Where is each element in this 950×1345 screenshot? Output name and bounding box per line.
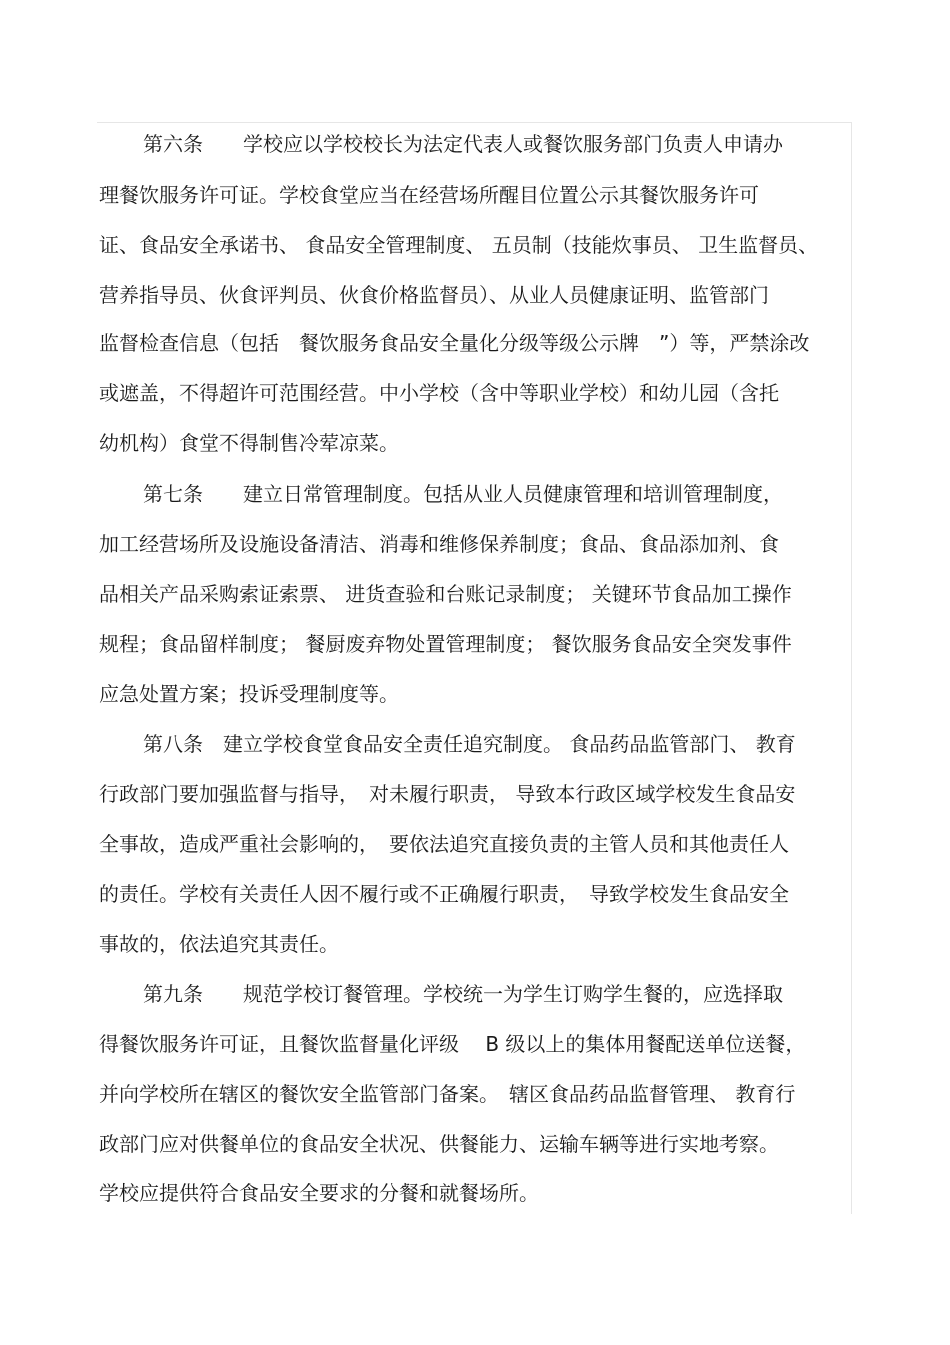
article-7-line-3: 品相关产品采购索证索票、 进货查验和台账记录制度； 关键环节食品加工操作 [99,582,792,606]
article-7-line-5: 应急处置方案；投诉受理制度等。 [99,682,399,706]
article-8-line-3: 全事故，造成严重社会影响的， 要依法追究直接负责的主管人员和其他责任人 [99,832,789,856]
page-frame-right-border [851,122,852,1214]
article-6-line-4: 营养指导员、伙食评判员、伙食价格监督员）、从业人员健康证明、监管部门 [99,283,769,307]
article-7-line-2: 加工经营场所及设施设备清洁、消毒和维修保养制度；食品、食品添加剂、食 [99,532,779,556]
article-8-line-1: 第八条 建立学校食堂食品安全责任追究制度。 食品药品监管部门、 教育 [143,732,796,756]
article-6-line-7: 幼机构）食堂不得制售冷荤凉菜。 [99,431,399,455]
article-6-line-5: 监督检查信息（包括 餐饮服务食品安全量化分级等级公示牌 ”）等，严禁涂改 [99,331,810,355]
article-9-line-4: 政部门应对供餐单位的食品安全状况、供餐能力、运输车辆等进行实地考察。 [99,1132,779,1156]
article-9-line-2: 得餐饮服务许可证，且餐饮监督量化评级 B 级以上的集体用餐配送单位送餐， [99,1032,806,1056]
article-8-line-5: 事故的，依法追究其责任。 [99,932,339,956]
page-frame-top-border [97,122,851,123]
article-9-line-5: 学校应提供符合食品安全要求的分餐和就餐场所。 [99,1181,539,1205]
article-7-line-4: 规程；食品留样制度； 餐厨废弃物处置管理制度； 餐饮服务食品安全突发事件 [99,632,792,656]
article-8-line-2: 行政部门要加强监督与指导， 对未履行职责， 导致本行政区域学校发生食品安 [99,782,796,806]
article-8-line-4: 的责任。学校有关责任人因不履行或不正确履行职责， 导致学校发生食品安全 [99,882,789,906]
article-6-line-1: 第六条 学校应以学校校长为法定代表人或餐饮服务部门负责人申请办 [143,132,783,156]
article-6-line-2: 理餐饮服务许可证。学校食堂应当在经营场所醒目位置公示其餐饮服务许可 [99,183,759,207]
article-6-line-6: 或遮盖，不得超许可范围经营。中小学校（含中等职业学校）和幼儿园（含托 [99,381,779,405]
article-6-line-3: 证、食品安全承诺书、 食品安全管理制度、 五员制（技能炊事员、 卫生监督员、 [99,233,819,257]
article-9-line-3: 并向学校所在辖区的餐饮安全监管部门备案。 辖区食品药品监督管理、 教育行 [99,1082,796,1106]
article-7-line-1: 第七条 建立日常管理制度。包括从业人员健康管理和培训管理制度， [143,482,783,506]
article-9-line-1: 第九条 规范学校订餐管理。学校统一为学生订购学生餐的，应选择取 [143,982,783,1006]
